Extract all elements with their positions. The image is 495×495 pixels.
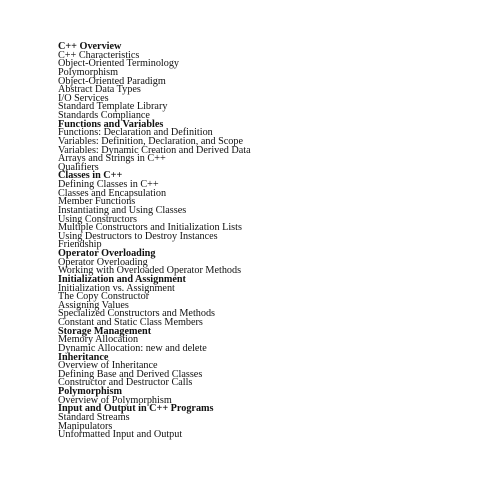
outline-item: Defining Base and Derived Classes: [58, 368, 203, 380]
outline-item: Standard Template Library: [58, 101, 168, 113]
outline-item: The Copy Constructor: [58, 291, 150, 303]
section-heading: Input and Output in C++ Programs: [58, 403, 214, 415]
outline-item: Unformatted Input and Output: [58, 429, 183, 441]
section-heading: Functions and Variables: [58, 118, 164, 130]
outline-item: Classes and Encapsulation: [58, 187, 167, 199]
outline-item: Defining Classes in C++: [58, 179, 159, 190]
outline-item: Dynamic Allocation: new and delete: [58, 342, 207, 354]
section-heading: C++ Overview: [58, 41, 122, 52]
course-outline: [58, 43, 478, 440]
outline-item: Constructor and Destructor Calls: [58, 377, 193, 389]
outline-item: Using Constructors: [58, 213, 137, 225]
outline-item: Specialized Constructors and Methods: [58, 308, 216, 320]
section-heading: Inheritance: [58, 351, 109, 363]
outline-item: Operator Overloading: [58, 256, 148, 268]
outline-item: Member Functions: [58, 196, 136, 208]
section-heading: Classes in C++: [58, 170, 123, 182]
outline-item: Multiple Constructors and Initialization Lists: [58, 222, 242, 234]
section-heading: Operator Overloading: [58, 248, 156, 259]
outline-item: Assigning Values: [58, 299, 129, 311]
section-heading: Initialization and Assignment: [58, 273, 186, 285]
outline-item: Constant and Static Class Members: [58, 317, 203, 328]
section-heading: Storage Management: [58, 325, 152, 337]
outline-item: C++ Characteristics: [58, 49, 140, 61]
outline-item: Standards Compliance: [58, 110, 150, 121]
outline-item: I/O Services: [58, 92, 109, 104]
outline-item: Manipulators: [58, 420, 113, 432]
outline-item: Working with Overloaded Operator Methods: [58, 265, 242, 277]
outline-item: Friendship: [58, 239, 102, 251]
outline-item: Initialization vs. Assignment: [58, 282, 175, 294]
outline-item: Variables: Dynamic Creation and Derived Data: [58, 144, 251, 156]
outline-item: Abstract Data Types: [58, 84, 141, 96]
outline-item: Qualifiers: [58, 161, 99, 173]
outline-item: Variables: Definition, Declaration, and Scope: [58, 135, 244, 147]
section-heading: Polymorphism: [58, 386, 122, 397]
outline-item: Functions: Declaration and Definition: [58, 127, 213, 139]
outline-item: Standard Streams: [58, 411, 130, 423]
outline-item: Arrays and Strings in C++: [58, 153, 166, 165]
outline-item: Polymorphism: [58, 66, 119, 78]
outline-item: Instantiating and Using Classes: [58, 204, 187, 216]
outline-item: Overview of Polymorphism: [58, 394, 172, 406]
outline-item: Memory Allocation: [58, 334, 139, 346]
outline-item: Object-Oriented Terminology: [58, 58, 180, 70]
outline-item: Using Destructors to Destroy Instances: [58, 230, 218, 242]
outline-item: Object-Oriented Paradigm: [58, 75, 166, 87]
outline-item: Overview of Inheritance: [58, 360, 158, 372]
